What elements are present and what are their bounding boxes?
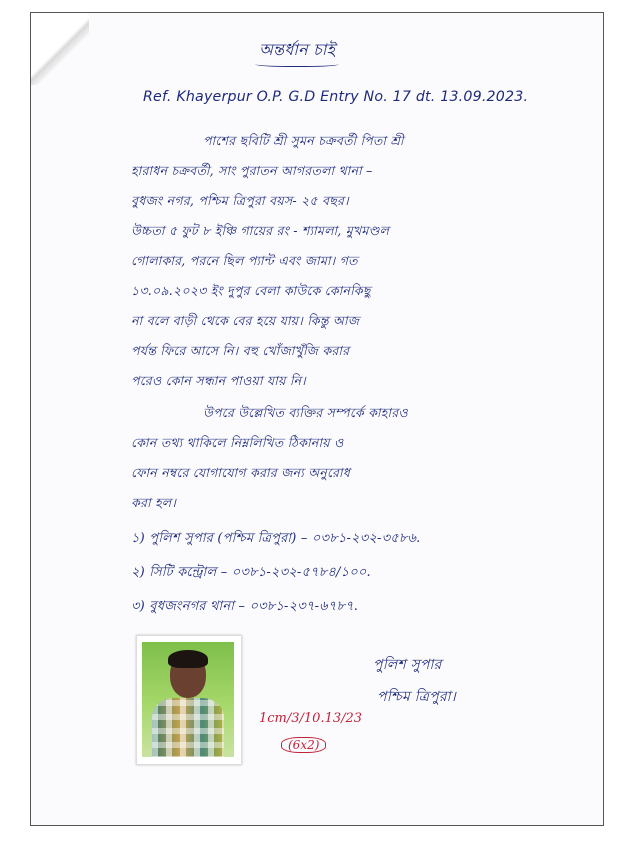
- body-line: উচ্চতা ৫ ফুট ৮ ইঞ্চি গায়ের রং - শ্যামলা, মুখমণ্ডল: [131, 223, 390, 238]
- stamp-size-note: (6x2): [281, 737, 326, 753]
- contact-line: ১) পুলিশ সুপার (পশ্চিম ত্রিপুরা) – ০৩৮১-২৩২-৩৫৮৬.: [131, 531, 421, 546]
- body-line: পাশের ছবিটি শ্রী সুমন চক্রবর্তী পিতা শ্রী: [203, 133, 404, 148]
- contact-line: ৩) বুধজংনগর থানা – ০৩৮১-২৩৭-৬৭৮৭.: [131, 599, 359, 614]
- body-line: পরেও কোন সন্ধান পাওয়া যায় নি।: [131, 373, 306, 388]
- reference-line: Ref. Khayerpur O.P. G.D Entry No. 17 dt. 13.09.2023.: [143, 89, 529, 105]
- body-line: ১৩.০৯.২০২৩ ইং দুপুর বেলা কাউকে কোনকিছু: [131, 283, 371, 298]
- body-line: বুধজং নগর, পশ্চিম ত্রিপুরা বয়স- ২৫ বছর।: [131, 193, 349, 208]
- body-line: হারাধন চক্রবর্তী, সাং পুরাতন আগরতলা থানা –: [131, 163, 373, 178]
- document-title: অন্তর্ধান চাই: [259, 40, 336, 59]
- photo-hair: [168, 650, 208, 668]
- body-line: ফোন নম্বরে যোগাযোগ করার জন্য অনুরোধ: [131, 465, 351, 480]
- signature-designation: পুলিশ সুপার: [373, 657, 442, 673]
- body-line: কোন তথ্য থাকিলে নিম্নলিখিত ঠিকানায় ও: [131, 435, 344, 450]
- document-page: [30, 12, 604, 826]
- body-line: পর্যন্ত ফিরে আসে নি। বহু খোঁজাখুঁজি করার: [131, 343, 350, 358]
- body-line: করা হল।: [131, 495, 177, 510]
- stamp-note: 1cm/3/10.13/23: [259, 711, 363, 726]
- missing-person-photo: [136, 635, 242, 765]
- signature-office: পশ্চিম ত্রিপুরা।: [377, 689, 456, 705]
- body-line: না বলে বাড়ী থেকে বের হয়ে যায়। কিন্তু আজ: [131, 313, 360, 328]
- photo-shirt: [152, 698, 224, 757]
- title-underline: [255, 60, 339, 67]
- body-line: গোলাকার, পরনে ছিল প্যান্ট এবং জামা। গত: [131, 253, 358, 268]
- body-line: উপরে উল্লেখিত ব্যক্তির সম্পর্কে কাহারও: [203, 405, 408, 420]
- contact-line: ২) সিটি কন্ট্রোল – ০৩৮১-২৩২-৫৭৮৪/১০০.: [131, 565, 371, 580]
- photo-image: [142, 642, 234, 757]
- folded-corner: [31, 13, 89, 85]
